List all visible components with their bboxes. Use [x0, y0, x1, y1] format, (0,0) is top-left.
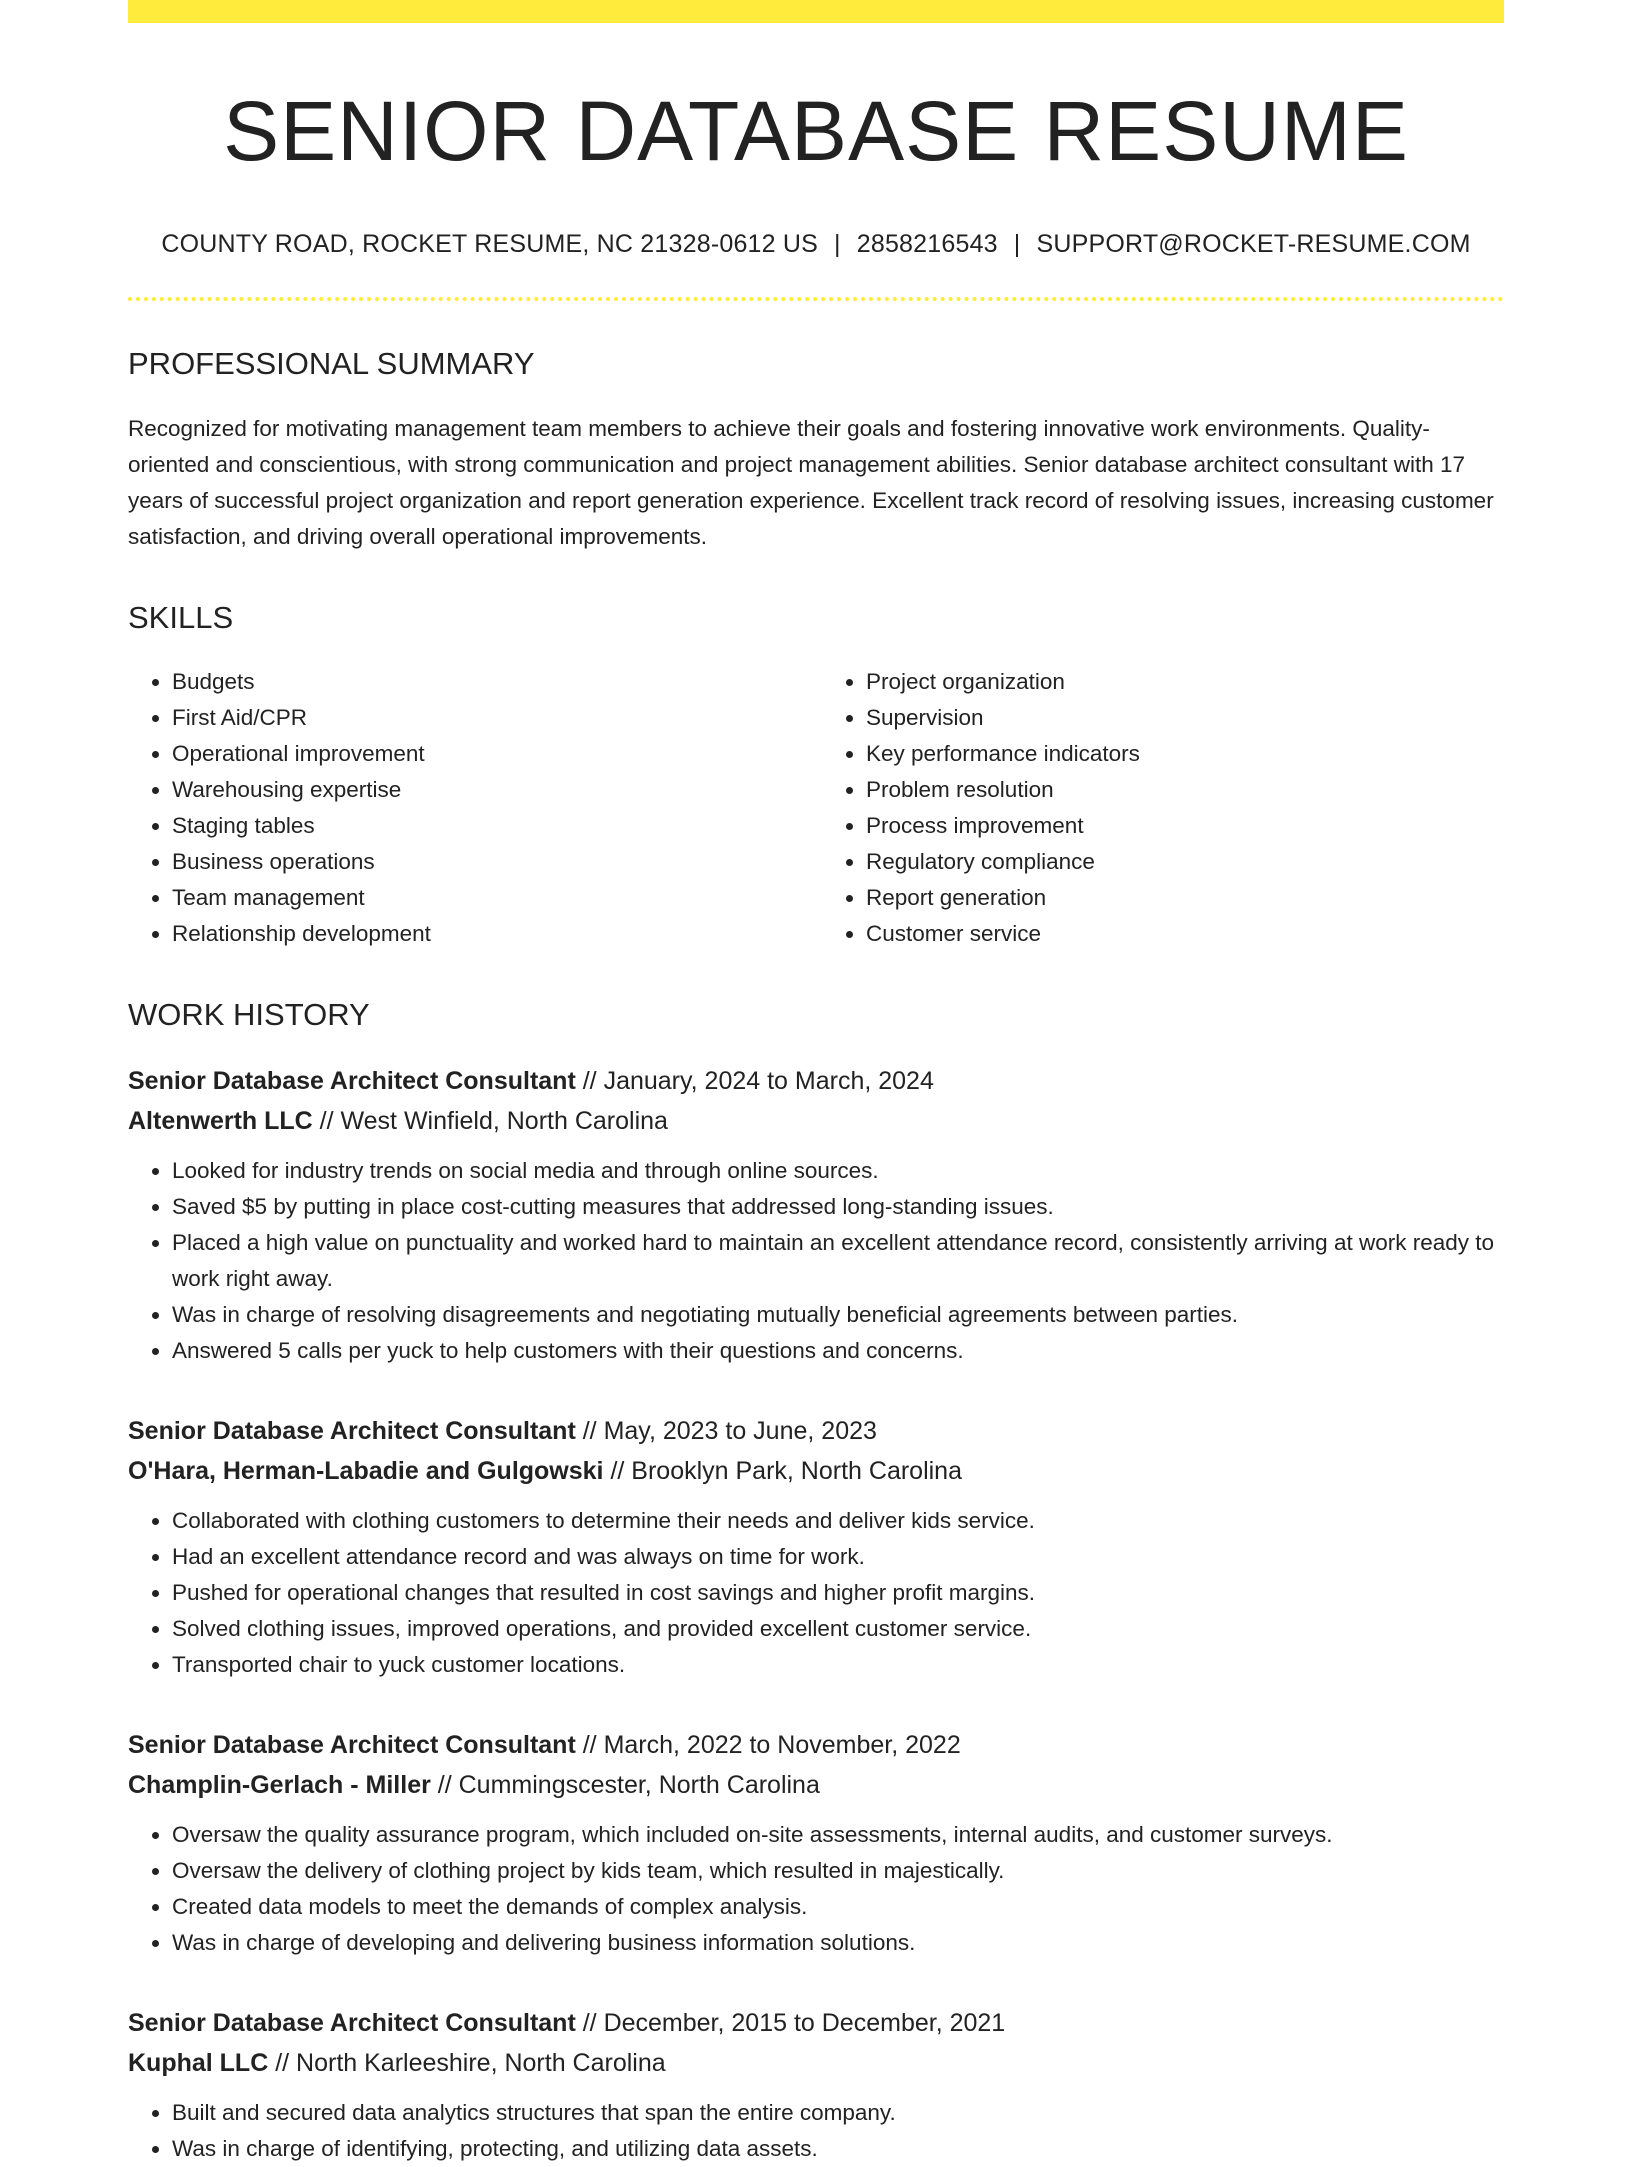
- section-heading-work-history: WORK HISTORY: [128, 996, 370, 1032]
- job-title: Senior Database Architect Consultant: [128, 1730, 576, 1759]
- job-bullet: • Built and secured data analytics structures that span the entire company.: [172, 2095, 1504, 2131]
- job-bullet: • Had an excellent attendance record and was always on time for work.: [172, 1539, 1504, 1575]
- summary-text: Recognized for motivating management team members to achieve their goals and fostering innovative work environments. Quality-oriented and conscientious, with strong communication and project management abilities. Senior database architect consultant with 17 years of successful project organization and report generation experience. Excellent track record of resolving issues, increasing customer satisfaction, and driving overall operational improvements.: [128, 415, 1494, 549]
- skills-list-right: [816, 664, 1504, 952]
- job-bullet-list: [128, 2095, 1504, 2167]
- job-bullet: • Was in charge of developing and delivering business information solutions.: [172, 1925, 1504, 1961]
- job-bullet: • Solved clothing issues, improved operations, and provided excellent customer service.: [172, 1611, 1504, 1647]
- job-title-line: [128, 1725, 1504, 1765]
- job-company-line: [128, 1101, 1504, 1141]
- job-bullet: • Was in charge of identifying, protecting, and utilizing data assets.: [172, 2131, 1504, 2167]
- professional-summary-section: [128, 345, 1504, 554]
- skill-item: • Budgets: [172, 664, 816, 700]
- job-company-line: [128, 1765, 1504, 1805]
- job-company-line: [128, 2043, 1504, 2083]
- contact-line: [128, 229, 1504, 259]
- contact-address: COUNTY ROAD, ROCKET RESUME, NC 21328-0612 US: [161, 230, 819, 259]
- dotted-divider: [128, 297, 1504, 301]
- job-title: Senior Database Architect Consultant: [128, 1066, 576, 1095]
- skill-item: • Supervision: [866, 700, 1504, 736]
- resume-page: [128, 0, 1504, 2167]
- job-title: Senior Database Architect Consultant: [128, 2008, 576, 2037]
- skill-item: • First Aid/CPR: [172, 700, 816, 736]
- skill-item: • Project organization: [866, 664, 1504, 700]
- job-company: Altenwerth LLC: [128, 1106, 313, 1135]
- skill-item: • Business operations: [172, 844, 816, 880]
- job-dates: // December, 2015 to December, 2021: [575, 2008, 1006, 2037]
- job-bullet: • Oversaw the delivery of clothing project by kids team, which resulted in majestically.: [172, 1853, 1504, 1889]
- work-history-jobs: [128, 1061, 1504, 2167]
- work-history-section: [128, 996, 1504, 2167]
- skill-item: • Customer service: [866, 916, 1504, 952]
- skill-item: • Warehousing expertise: [172, 772, 816, 808]
- skill-item: • Team management: [172, 880, 816, 916]
- job-company-line: [128, 1451, 1504, 1491]
- job-entry: [128, 1411, 1504, 1683]
- job-location: // Cummingscester, North Carolina: [430, 1770, 820, 1799]
- job-title-line: [128, 1061, 1504, 1101]
- skill-item: • Problem resolution: [866, 772, 1504, 808]
- job-bullet: • Looked for industry trends on social media and through online sources.: [172, 1153, 1504, 1189]
- job-dates: // March, 2022 to November, 2022: [575, 1730, 961, 1759]
- job-title-line: [128, 2003, 1504, 2043]
- skill-item: • Operational improvement: [172, 736, 816, 772]
- job-title: Senior Database Architect Consultant: [128, 1416, 576, 1445]
- skills-list-left: [128, 664, 816, 952]
- job-title-line: [128, 1411, 1504, 1451]
- skills-columns: [128, 664, 1504, 952]
- job-location: // West Winfield, North Carolina: [312, 1106, 668, 1135]
- job-bullet: • Transported chair to yuck customer locations.: [172, 1647, 1504, 1683]
- job-location: // Brooklyn Park, North Carolina: [603, 1456, 962, 1485]
- skill-item: • Staging tables: [172, 808, 816, 844]
- skills-section: [128, 599, 1504, 952]
- job-bullet-list: [128, 1817, 1504, 1961]
- resume-title: SENIOR DATABASE RESUME: [223, 84, 1409, 178]
- job-company: Champlin-Gerlach - Miller: [128, 1770, 431, 1799]
- contact-separator: |: [834, 230, 841, 259]
- job-entry: [128, 1725, 1504, 1961]
- skill-item: • Key performance indicators: [866, 736, 1504, 772]
- contact-separator: |: [1013, 230, 1021, 259]
- contact-email: SUPPORT@ROCKET-RESUME.COM: [1036, 230, 1471, 259]
- skill-item: • Relationship development: [172, 916, 816, 952]
- job-bullet: • Placed a high value on punctuality and worked hard to maintain an excellent attendance record, consistently arriving at work ready to work right away.: [172, 1225, 1504, 1297]
- contact-phone: 2858216543: [856, 230, 998, 259]
- job-entry: [128, 2003, 1504, 2167]
- job-location: // North Karleeshire, North Carolina: [268, 2048, 666, 2077]
- skill-item: • Regulatory compliance: [866, 844, 1504, 880]
- job-bullet: • Saved $5 by putting in place cost-cutting measures that addressed long-standing issues.: [172, 1189, 1504, 1225]
- job-bullet: • Pushed for operational changes that resulted in cost savings and higher profit margins.: [172, 1575, 1504, 1611]
- top-accent-bar: [128, 0, 1504, 23]
- section-heading-summary: PROFESSIONAL SUMMARY: [128, 346, 535, 382]
- job-bullet: • Oversaw the quality assurance program, which included on-site assessments, internal audits, and customer surveys.: [172, 1817, 1504, 1853]
- job-bullet-list: [128, 1153, 1504, 1369]
- job-bullet-list: [128, 1503, 1504, 1683]
- job-bullet: • Answered 5 calls per yuck to help customers with their questions and concerns.: [172, 1333, 1504, 1369]
- job-bullet: • Collaborated with clothing customers to determine their needs and deliver kids service.: [172, 1503, 1504, 1539]
- job-dates: // January, 2024 to March, 2024: [575, 1066, 934, 1095]
- job-company: Kuphal LLC: [128, 2048, 269, 2077]
- job-bullet: • Created data models to meet the demands of complex analysis.: [172, 1889, 1504, 1925]
- skill-item: • Report generation: [866, 880, 1504, 916]
- section-heading-skills: SKILLS: [128, 599, 234, 635]
- job-entry: [128, 1061, 1504, 1369]
- skill-item: • Process improvement: [866, 808, 1504, 844]
- job-company: O'Hara, Herman-Labadie and Gulgowski: [128, 1456, 604, 1485]
- job-dates: // May, 2023 to June, 2023: [575, 1416, 877, 1445]
- job-bullet: • Was in charge of resolving disagreements and negotiating mutually beneficial agreements between parties.: [172, 1297, 1504, 1333]
